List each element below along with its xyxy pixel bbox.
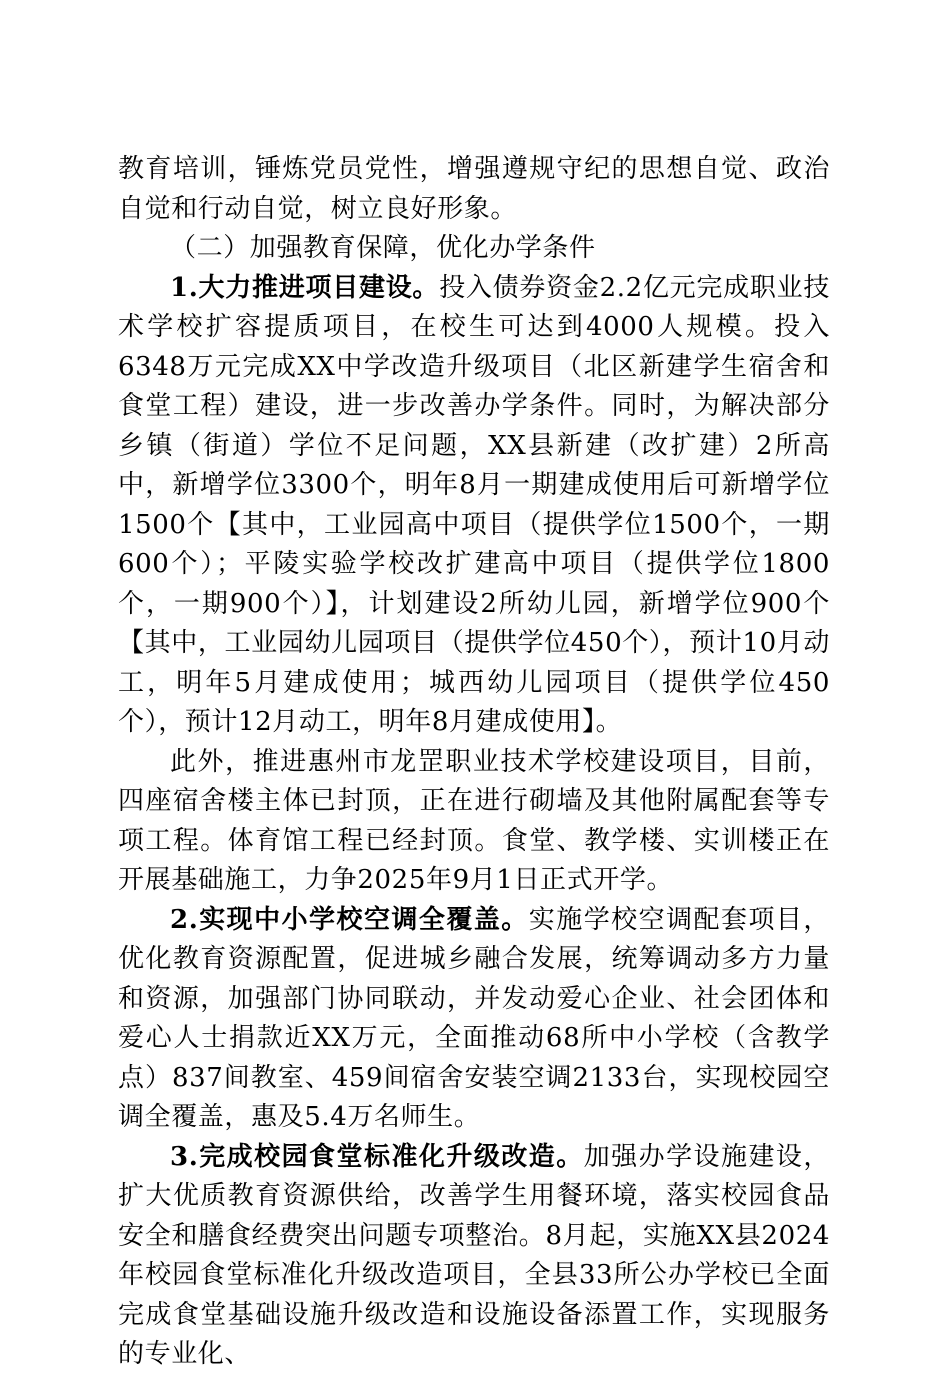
paragraph-canteen-upgrade [118, 1138, 830, 1375]
document-body [118, 150, 830, 1375]
paragraph-vocational-school [118, 743, 830, 901]
paragraph-air-conditioning [118, 901, 830, 1138]
section-heading: （二）加强教育保障，优化办学条件 [170, 233, 596, 263]
item-body: 加强办学设施建设，扩大优质教育资源供给，改善学生用餐环境，落实校园食品安全和膳食经费突出问题专项整治。8月起，实施XX县2024年校园食堂标准化升级改造项目，全县33所公办学校已全面完成食堂基础设施升级改造和设施设备添置工作，实现服务的专业化、 [118, 1141, 830, 1369]
item-title: 2.实现中小学校空调全覆盖。 [170, 904, 529, 935]
item-body: 此外，推进惠州市龙罡职业技术学校建设项目，目前，四座宿舍楼主体已封顶，正在进行砌墙及其他附属配套等专项工程。体育馆工程已经封顶。食堂、教学楼、实训楼正在开展基础施工，力争2025年9月1日正式开学。 [118, 746, 830, 895]
item-body: 实施学校空调配套项目，优化教育资源配置，促进城乡融合发展，统筹调动多方力量和资源，加强部门协同联动，并发动爱心企业、社会团体和爱心人士捐款近XX万元，全面推动68所中小学校（含教学点）837间教室、459间宿舍安装空调2133台，实现校园空调全覆盖，惠及5.4万名师生。 [118, 904, 830, 1132]
item-title: 3.完成校园食堂标准化升级改造。 [170, 1141, 584, 1172]
continuation-paragraph: 教育培训，锤炼党员党性，增强遵规守纪的思想自觉、政治自觉和行动自觉，树立良好形象。 [118, 154, 830, 224]
item-title: 1.大力推进项目建设。 [170, 272, 440, 303]
item-body: 投入债券资金2.2亿元完成职业技术学校扩容提质项目，在校生可达到4000人规模。投入6348万元完成XX中学改造升级项目（北区新建学生宿舍和食堂工程）建设，进一步改善办学条件。同时，为解决部分乡镇（街道）学位不足问题，XX县新建（改扩建）2所高中，新增学位3300个，明年8月一期建成使用后可新增学位1500个【其中，工业园高中项目（提供学位1500个，一期600个）；平陵实验学校改扩建高中项目（提供学位1800个，一期900个）】，计划建设2所幼儿园，新增学位900个【其中，工业园幼儿园项目（提供学位450个），预计10月动工，明年5月建成使用；城西幼儿园项目（提供学位450个），预计12月动工，明年8月建成使用】。 [118, 272, 830, 737]
paragraph-project-construction [118, 269, 830, 743]
